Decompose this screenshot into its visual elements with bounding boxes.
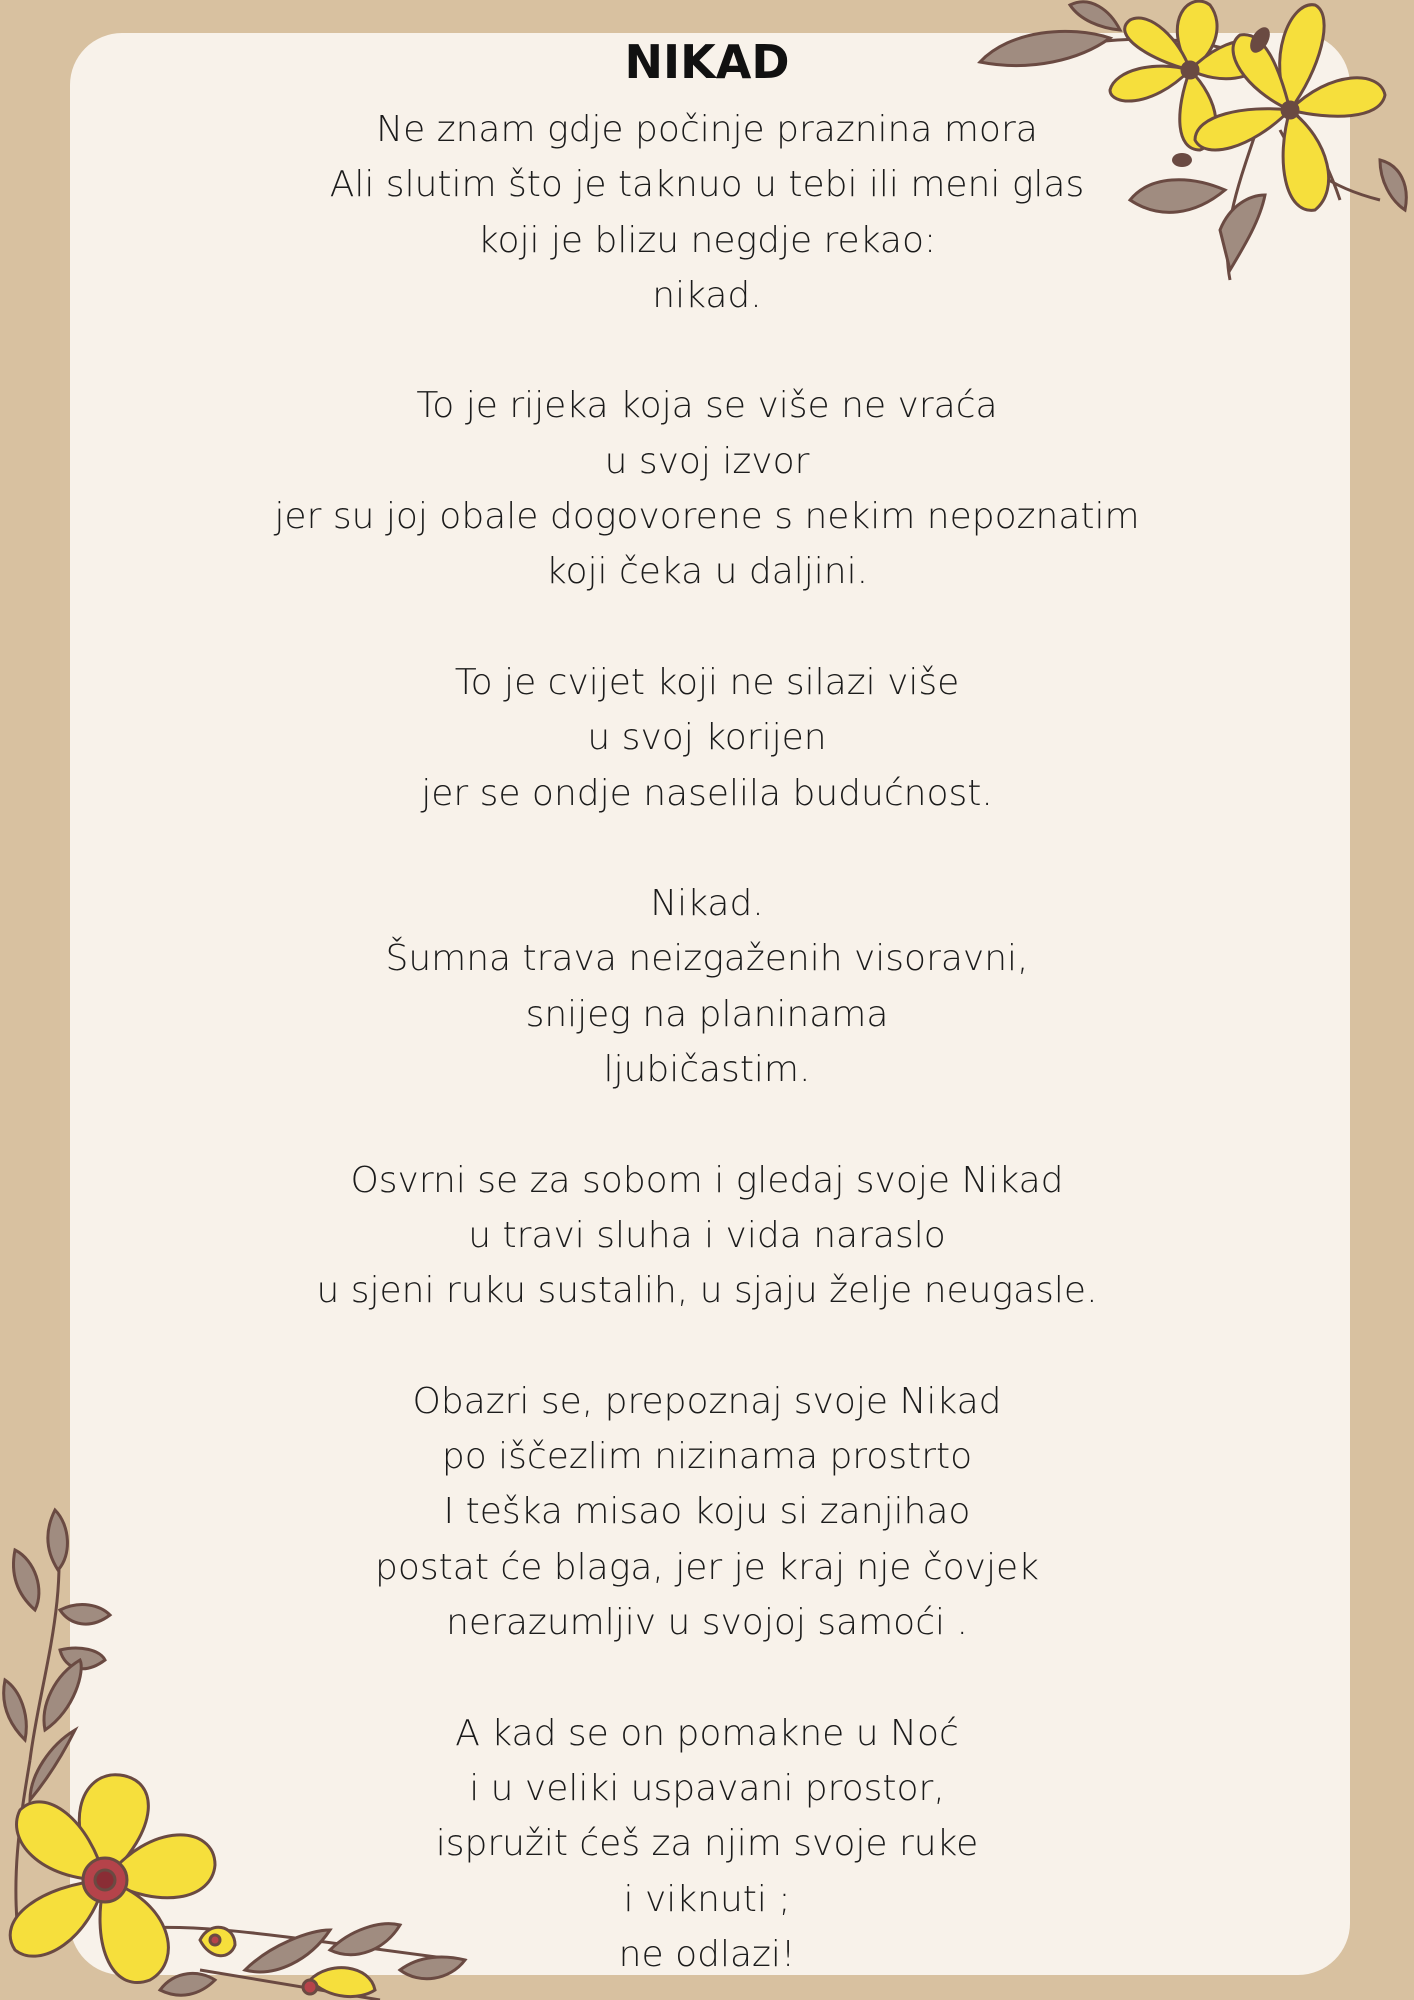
stanza: [0, 876, 1414, 1097]
poem-line: Obazri se, prepoznaj svoje Nikad: [412, 1380, 1002, 1422]
poem-line: u svoj izvor: [604, 440, 810, 482]
stanza-gap: [0, 821, 1414, 876]
poem-line: u svoj korijen: [587, 717, 827, 759]
poem-line: Osvrni se za sobom i gledaj svoje Nikad: [350, 1159, 1064, 1201]
flower-decoration-top-right-icon: [960, 0, 1414, 290]
poem-line: nikad.: [652, 274, 762, 316]
poem-title: NIKAD: [624, 35, 790, 89]
poem-line: po iščezlim nizinama prostrto: [441, 1436, 973, 1478]
poem-line: Ali slutim što je taknuo u tebi ili meni glas: [329, 164, 1085, 206]
poem-line: Nikad.: [650, 883, 764, 925]
poem-line: nerazumljiv u svojoj samoći .: [446, 1602, 968, 1644]
poem-line: To je rijeka koja se više ne vraća: [416, 385, 998, 427]
stanza-gap: [0, 1319, 1414, 1374]
stanza-gap: [0, 323, 1414, 378]
poem-line: koji čeka u daljini.: [545, 551, 869, 593]
poem-line: Ne znam gdje počinje praznina mora: [376, 109, 1038, 150]
flower-decoration-bottom-left-icon: [0, 1500, 480, 2000]
poem-line: ne odlazi!: [618, 1933, 796, 1975]
poem-line: koji je blizu negdje rekao:: [477, 219, 937, 261]
stanza: [0, 378, 1414, 599]
poem-line: ispružit ćeš za njim svoje ruke: [435, 1823, 979, 1865]
stanza: [0, 655, 1414, 821]
poem-line: snijeg na planinama: [525, 993, 889, 1035]
stanza-gap: [0, 1097, 1414, 1152]
poem-line: jer se ondje naselila budućnost.: [421, 772, 993, 814]
poem-line: A kad se on pomakne u Noć: [455, 1712, 959, 1754]
poem-line: u travi sluha i vida naraslo: [468, 1214, 946, 1256]
poem-line: i u veliki uspavani prostor,: [469, 1767, 945, 1809]
poem-line: ljubičastim.: [603, 1049, 811, 1091]
poem-line: Šumna trava neizgaženih visoravni,: [385, 938, 1029, 980]
poem-line: jer su joj obale dogovorene s nekim nepoznatim: [274, 496, 1140, 538]
poem-line: u sjeni ruku sustalih, u sjaju želje neugasle.: [316, 1270, 1098, 1312]
stanza: [0, 1153, 1414, 1319]
poem-line: To je cvijet koji ne silazi više: [454, 661, 960, 703]
stanza-gap: [0, 600, 1414, 655]
poem-line: I teška misao koju si zanjihao: [443, 1491, 971, 1533]
poem-line: i viknuti ;: [623, 1878, 791, 1920]
poem-line: postat će blaga, jer je kraj nje čovjek: [375, 1546, 1039, 1588]
